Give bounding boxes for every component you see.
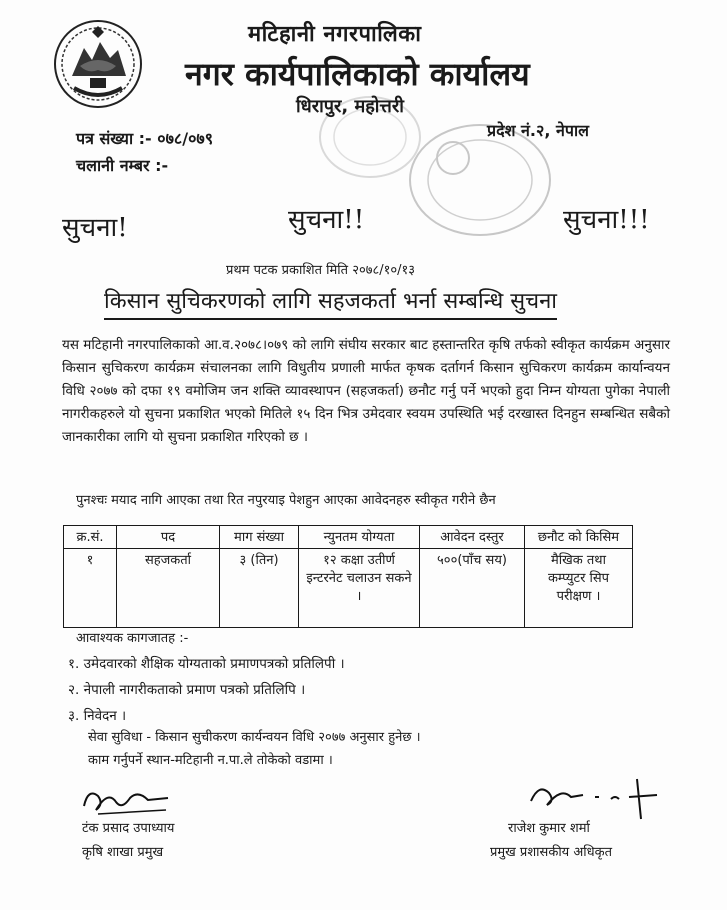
office-name: नगर कार्यपालिकाको कार्यालय (185, 55, 530, 93)
document-item: १. उमेदवारको शैक्षिक योग्यताको प्रमाणपत्रको प्रतिलिपी । (68, 656, 345, 672)
documents-title: आवाश्यक कागजातह :- (76, 631, 189, 646)
table-cell: मैखिक तथा कम्प्युटर सिप परीक्षण । (525, 549, 633, 628)
signatory-left-title: कृषि शाखा प्रमुख (82, 845, 164, 860)
table-header: आवेदन दस्तुर (420, 526, 525, 549)
letter-number: पत्र संख्या :- ०७८/०७९ (76, 129, 214, 148)
nepal-emblem-icon (52, 18, 144, 110)
table-header: पद (117, 526, 220, 549)
notice-body: यस मटिहानी नगरपालिकाको आ.व.२०७८।०७९ को लागि संघीय सरकार बाट हस्तान्तरित कृषि तर्फको स्वीकृत कार्यक्रम अनुसार किसान सुचिकरण कार्यक्रम संचालनका लागि विधुतीय प्रणाली मार्फत कृषक दर्तागर्न किसान सुचिकरण कार्यक्रम कार्यान्वयन विधि २०७७ को दफा १९ वमोजिम जन शक्ति व्यावस्थापन (सहजकर्ता) छनौट गर्नु पर्ने भएको हुदा निम्न योग्यता पुगेका नेपाली नागरीकहरुले यो सुचना प्रकाशित भएको मितिले १५ दिन भित्र उमेदवार स्वयम उपस्थिति भई दरखास्त दिनहुन सम्बन्धित सबैको जानकारीका लागि यो सुचना प्रकाशित गरिएको छ । (62, 337, 670, 445)
signatory-right-name: राजेश कुमार शर्मा (508, 821, 590, 836)
notice-heading-2: सुचना!! (288, 205, 365, 235)
table-row (64, 549, 633, 628)
notice-heading-3: सुचना!!! (563, 205, 650, 235)
vacancy-table (63, 525, 633, 628)
document-item: २. नेपाली नागरीकताको प्रमाण पत्रको प्रतिलिपि । (68, 682, 306, 698)
workplace-note: काम गर्नुपर्ने स्थान-मटिहानी न.पा.ले तोकेको वडामा । (88, 753, 333, 768)
postscript: पुनश्चः मयाद नागि आएका तथा रित नपुरयाइ पेशहुन आएका आवेदनहरु स्वीकृत गरीने छैन (76, 493, 496, 508)
office-address: धिरापुर, महोत्तरी (296, 96, 404, 117)
table-header: माग संख्या (220, 526, 299, 549)
service-note: सेवा सुविधा - किसान सुचीकरण कार्यन्वयन विधि २०७७ अनुसार हुनेछ । (88, 730, 421, 745)
dispatch-number: चलानी नम्बर :- (76, 156, 169, 175)
notice-subject: किसान सुचिकरणको लागि सहजकर्ता भर्ना सम्बन्धि सुचना (104, 288, 557, 320)
document-item: ३. निवेदन । (68, 708, 127, 724)
signatory-left-name: टंक प्रसाद उपाध्याय (82, 821, 175, 836)
signature-left-icon (78, 780, 178, 820)
table-header: छनौट को किसिम (525, 526, 633, 549)
province-label: प्रदेश नं.२, नेपाल (487, 121, 589, 140)
table-cell: १२ कक्षा उतीर्ण इन्टरनेट चलाउन सकने । (299, 549, 420, 628)
municipality-name: मटिहानी नगरपालिका (248, 22, 422, 47)
table-header: न्युनतम योग्यता (299, 526, 420, 549)
signatory-right-title: प्रमुख प्रशासकीय अधिकृत (490, 845, 613, 860)
table-cell: ३ (तिन) (220, 549, 299, 628)
table-cell: १ (64, 549, 117, 628)
table-header-row (64, 526, 633, 549)
table-header: क्र.सं. (64, 526, 117, 549)
table-cell: सहजकर्ता (117, 549, 220, 628)
table-cell: ५००(पाँच सय) (420, 549, 525, 628)
notice-heading-1: सुचना! (62, 213, 128, 243)
publish-date: प्रथम पटक प्रकाशित मिति २०७८/१०/१३ (226, 263, 416, 278)
